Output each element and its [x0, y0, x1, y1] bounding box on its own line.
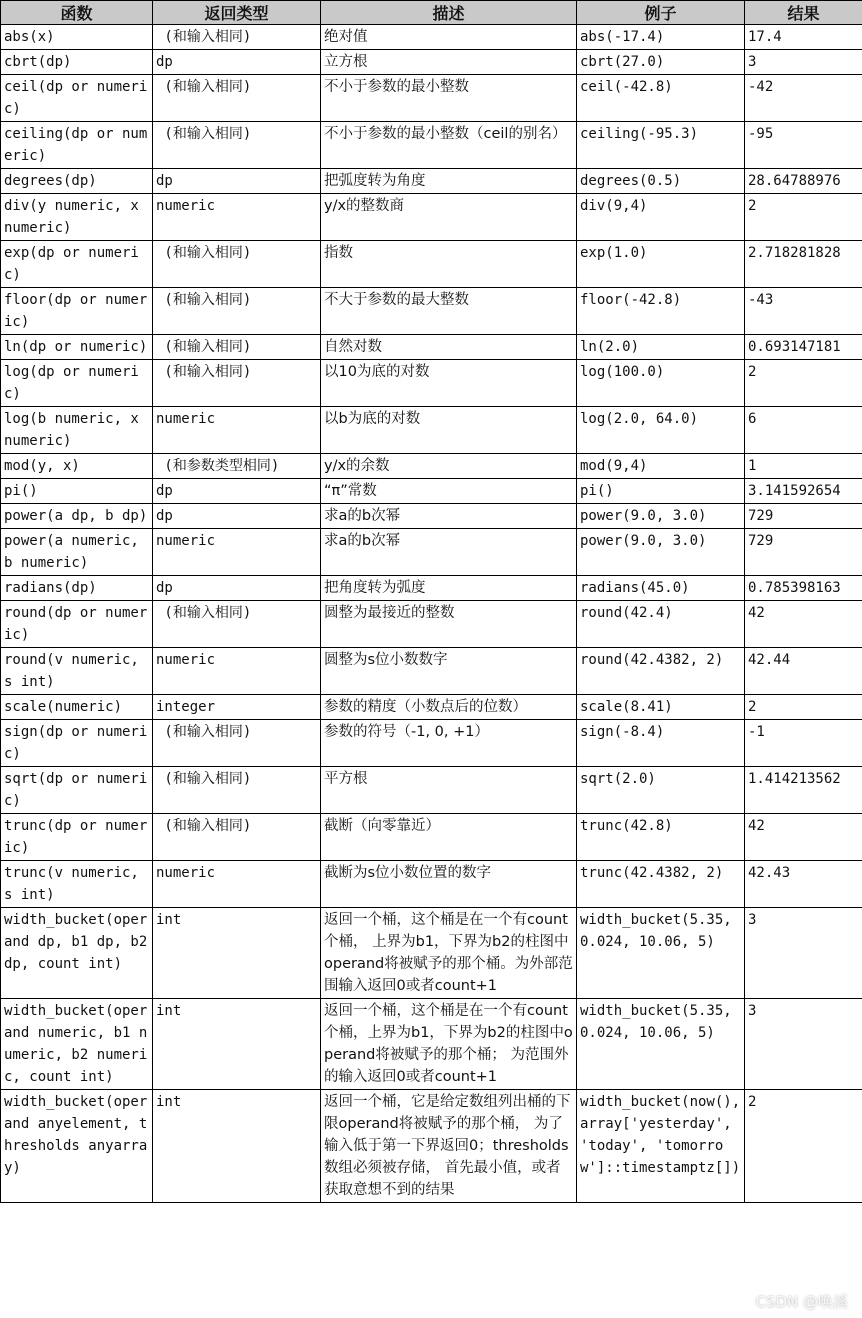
result-cell: 42 — [745, 601, 862, 648]
description-cell: 求a的b次幂 — [321, 529, 577, 576]
example-cell: sign(-8.4) — [577, 720, 745, 767]
function-cell: sign(dp or numeric) — [1, 720, 153, 767]
return-type-cell: numeric — [153, 194, 321, 241]
function-cell: round(dp or numeric) — [1, 601, 153, 648]
function-cell: width_bucket(operand dp, b1 dp, b2 dp, count int) — [1, 908, 153, 999]
table-row — [1, 454, 862, 479]
example-cell: scale(8.41) — [577, 695, 745, 720]
table-row — [1, 479, 862, 504]
function-cell: width_bucket(operand anyelement, thresholds anyarray) — [1, 1090, 153, 1203]
return-type-cell: (和输入相同) — [153, 75, 321, 122]
function-cell: width_bucket(operand numeric, b1 numeric, b2 numeric, count int) — [1, 999, 153, 1090]
description-cell: 立方根 — [321, 50, 577, 75]
function-cell: trunc(v numeric, s int) — [1, 861, 153, 908]
header-return-type: 返回类型 — [153, 1, 321, 25]
function-cell: radians(dp) — [1, 576, 153, 601]
header-result: 结果 — [745, 1, 862, 25]
description-cell: 圆整为最接近的整数 — [321, 601, 577, 648]
function-cell: exp(dp or numeric) — [1, 241, 153, 288]
function-cell: log(dp or numeric) — [1, 360, 153, 407]
table-row — [1, 648, 862, 695]
description-cell: y/x的整数商 — [321, 194, 577, 241]
function-cell: mod(y, x) — [1, 454, 153, 479]
function-cell: log(b numeric, x numeric) — [1, 407, 153, 454]
return-type-cell: dp — [153, 169, 321, 194]
return-type-cell: (和输入相同) — [153, 335, 321, 360]
return-type-cell: (和输入相同) — [153, 814, 321, 861]
function-cell: floor(dp or numeric) — [1, 288, 153, 335]
example-cell: degrees(0.5) — [577, 169, 745, 194]
table-row — [1, 767, 862, 814]
description-cell: 返回一个桶，这个桶是在一个有count个桶，上界为b1，下界为b2的柱图中operand将被赋予的那个桶； 为范围外的输入返回0或者count+1 — [321, 999, 577, 1090]
return-type-cell: (和参数类型相同) — [153, 454, 321, 479]
return-type-cell: int — [153, 1090, 321, 1203]
result-cell: 2 — [745, 1090, 862, 1203]
description-cell: 不大于参数的最大整数 — [321, 288, 577, 335]
description-cell: 平方根 — [321, 767, 577, 814]
example-cell: div(9,4) — [577, 194, 745, 241]
return-type-cell: (和输入相同) — [153, 601, 321, 648]
return-type-cell: (和输入相同) — [153, 360, 321, 407]
description-cell: 不小于参数的最小整数 — [321, 75, 577, 122]
function-cell: power(a numeric, b numeric) — [1, 529, 153, 576]
return-type-cell: integer — [153, 695, 321, 720]
table-row — [1, 50, 862, 75]
example-cell: abs(-17.4) — [577, 25, 745, 50]
description-cell: 以b为底的对数 — [321, 407, 577, 454]
result-cell: 42.44 — [745, 648, 862, 695]
result-cell: 2.718281828 — [745, 241, 862, 288]
result-cell: 3 — [745, 908, 862, 999]
description-cell: 自然对数 — [321, 335, 577, 360]
function-cell: scale(numeric) — [1, 695, 153, 720]
result-cell: 6 — [745, 407, 862, 454]
function-cell: ceiling(dp or numeric) — [1, 122, 153, 169]
result-cell: 42 — [745, 814, 862, 861]
function-cell: round(v numeric, s int) — [1, 648, 153, 695]
result-cell: 1 — [745, 454, 862, 479]
table-row — [1, 407, 862, 454]
return-type-cell: dp — [153, 576, 321, 601]
result-cell: 0.785398163 — [745, 576, 862, 601]
example-cell: exp(1.0) — [577, 241, 745, 288]
return-type-cell: (和输入相同) — [153, 288, 321, 335]
function-cell: trunc(dp or numeric) — [1, 814, 153, 861]
table-row — [1, 999, 862, 1090]
function-cell: ln(dp or numeric) — [1, 335, 153, 360]
table-row — [1, 814, 862, 861]
result-cell: 3 — [745, 50, 862, 75]
example-cell: radians(45.0) — [577, 576, 745, 601]
header-description: 描述 — [321, 1, 577, 25]
description-cell: 截断（向零靠近） — [321, 814, 577, 861]
result-cell: 0.693147181 — [745, 335, 862, 360]
example-cell: cbrt(27.0) — [577, 50, 745, 75]
result-cell: 1.414213562 — [745, 767, 862, 814]
return-type-cell: numeric — [153, 648, 321, 695]
header-row — [1, 1, 862, 25]
example-cell: width_bucket(now(), array['yesterday', 'today', 'tomorrow']::timestamptz[]) — [577, 1090, 745, 1203]
table-row — [1, 695, 862, 720]
example-cell: log(100.0) — [577, 360, 745, 407]
result-cell: 42.43 — [745, 861, 862, 908]
return-type-cell: dp — [153, 504, 321, 529]
example-cell: mod(9,4) — [577, 454, 745, 479]
example-cell: width_bucket(5.35, 0.024, 10.06, 5) — [577, 999, 745, 1090]
header-example: 例子 — [577, 1, 745, 25]
description-cell: “π”常数 — [321, 479, 577, 504]
example-cell: width_bucket(5.35, 0.024, 10.06, 5) — [577, 908, 745, 999]
return-type-cell: int — [153, 999, 321, 1090]
description-cell: 指数 — [321, 241, 577, 288]
table-row — [1, 861, 862, 908]
description-cell: 圆整为s位小数数字 — [321, 648, 577, 695]
table-row — [1, 75, 862, 122]
example-cell: round(42.4) — [577, 601, 745, 648]
result-cell: 28.64788976 — [745, 169, 862, 194]
header-function: 函数 — [1, 1, 153, 25]
table-row — [1, 529, 862, 576]
function-cell: div(y numeric, x numeric) — [1, 194, 153, 241]
example-cell: ln(2.0) — [577, 335, 745, 360]
return-type-cell: dp — [153, 50, 321, 75]
result-cell: 2 — [745, 360, 862, 407]
example-cell: trunc(42.8) — [577, 814, 745, 861]
return-type-cell: numeric — [153, 407, 321, 454]
return-type-cell: dp — [153, 479, 321, 504]
description-cell: 返回一个桶，它是给定数组列出桶的下限operand将被赋予的那个桶， 为了输入低于第一下界返回0；thresholds数组必须被存储， 首先最小值，或者获取意想不到的结果 — [321, 1090, 577, 1203]
return-type-cell: (和输入相同) — [153, 720, 321, 767]
function-cell: sqrt(dp or numeric) — [1, 767, 153, 814]
description-cell: 把角度转为弧度 — [321, 576, 577, 601]
table-row — [1, 504, 862, 529]
result-cell: 2 — [745, 695, 862, 720]
return-type-cell: (和输入相同) — [153, 241, 321, 288]
description-cell: 返回一个桶，这个桶是在一个有count个桶， 上界为b1，下界为b2的柱图中operand将被赋予的那个桶。为外部范围输入返回0或者count+1 — [321, 908, 577, 999]
return-type-cell: (和输入相同) — [153, 25, 321, 50]
description-cell: 把弧度转为角度 — [321, 169, 577, 194]
example-cell: floor(-42.8) — [577, 288, 745, 335]
table-row — [1, 169, 862, 194]
table-row — [1, 194, 862, 241]
description-cell: 不小于参数的最小整数（ceil的别名） — [321, 122, 577, 169]
function-cell: pi() — [1, 479, 153, 504]
result-cell: -95 — [745, 122, 862, 169]
description-cell: y/x的余数 — [321, 454, 577, 479]
description-cell: 参数的精度（小数点后的位数） — [321, 695, 577, 720]
description-cell: 以10为底的对数 — [321, 360, 577, 407]
table-row — [1, 720, 862, 767]
return-type-cell: (和输入相同) — [153, 767, 321, 814]
table-row — [1, 908, 862, 999]
example-cell: pi() — [577, 479, 745, 504]
table-row — [1, 241, 862, 288]
example-cell: sqrt(2.0) — [577, 767, 745, 814]
description-cell: 截断为s位小数位置的数字 — [321, 861, 577, 908]
description-cell: 求a的b次幂 — [321, 504, 577, 529]
function-cell: cbrt(dp) — [1, 50, 153, 75]
result-cell: -42 — [745, 75, 862, 122]
table-row — [1, 576, 862, 601]
result-cell: 17.4 — [745, 25, 862, 50]
example-cell: ceil(-42.8) — [577, 75, 745, 122]
result-cell: 2 — [745, 194, 862, 241]
example-cell: trunc(42.4382, 2) — [577, 861, 745, 908]
function-cell: power(a dp, b dp) — [1, 504, 153, 529]
description-cell: 参数的符号（-1, 0, +1） — [321, 720, 577, 767]
example-cell: power(9.0, 3.0) — [577, 529, 745, 576]
table-row — [1, 335, 862, 360]
return-type-cell: (和输入相同) — [153, 122, 321, 169]
result-cell: 729 — [745, 504, 862, 529]
result-cell: 3 — [745, 999, 862, 1090]
table-row — [1, 601, 862, 648]
table-row — [1, 122, 862, 169]
function-cell: degrees(dp) — [1, 169, 153, 194]
table-row — [1, 360, 862, 407]
table-body — [1, 25, 862, 1203]
return-type-cell: numeric — [153, 529, 321, 576]
return-type-cell: numeric — [153, 861, 321, 908]
result-cell: 3.141592654 — [745, 479, 862, 504]
description-cell: 绝对值 — [321, 25, 577, 50]
watermark: CSDN @唤溪 — [755, 1293, 848, 1311]
table-row — [1, 25, 862, 50]
result-cell: 729 — [745, 529, 862, 576]
return-type-cell: int — [153, 908, 321, 999]
example-cell: power(9.0, 3.0) — [577, 504, 745, 529]
function-cell: abs(x) — [1, 25, 153, 50]
table-row — [1, 288, 862, 335]
example-cell: log(2.0, 64.0) — [577, 407, 745, 454]
function-cell: ceil(dp or numeric) — [1, 75, 153, 122]
result-cell: -1 — [745, 720, 862, 767]
table-row — [1, 1090, 862, 1203]
example-cell: ceiling(-95.3) — [577, 122, 745, 169]
result-cell: -43 — [745, 288, 862, 335]
example-cell: round(42.4382, 2) — [577, 648, 745, 695]
